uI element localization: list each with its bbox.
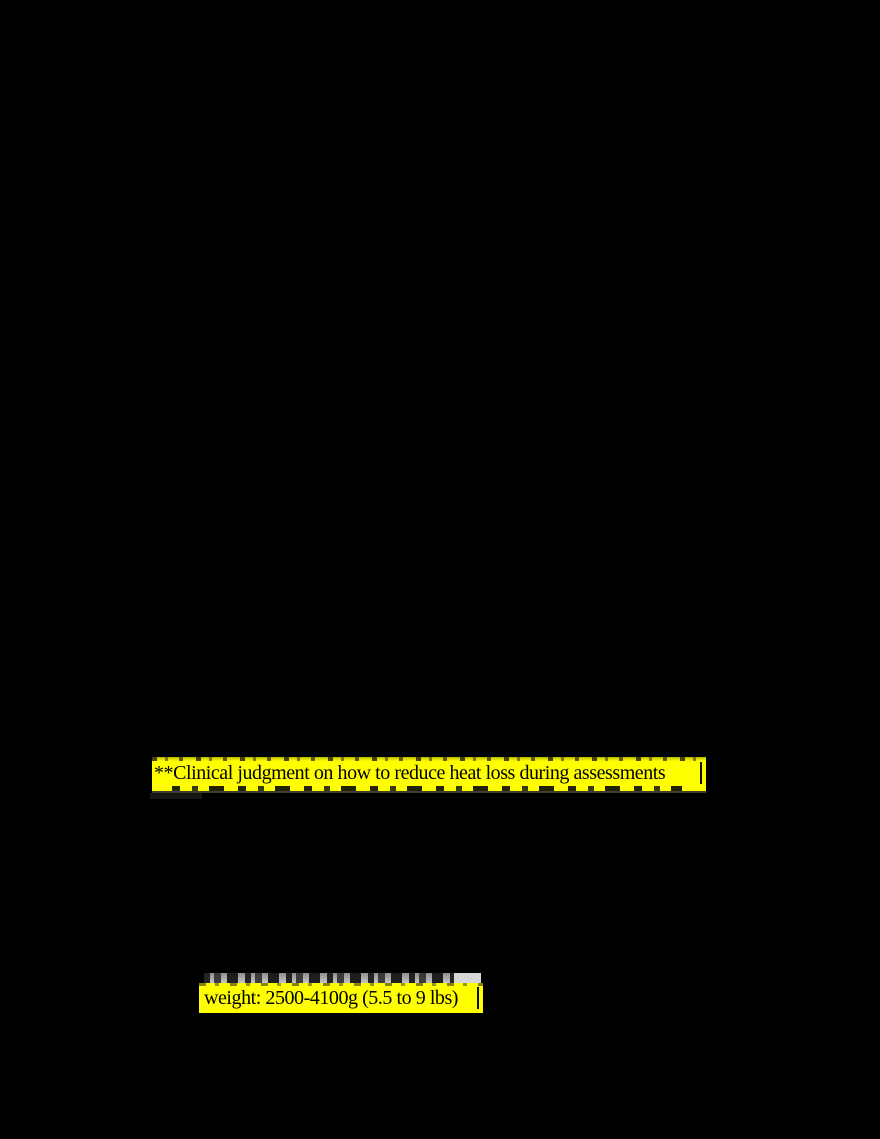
smudge-mark: [150, 793, 202, 799]
highlight-weight: [199, 983, 483, 1013]
obscured-letter-bottoms: [204, 973, 454, 983]
vertical-bar-mark: [477, 987, 479, 1009]
vertical-bar-mark: [700, 762, 702, 784]
highlight-clinical-judgment: [152, 757, 706, 791]
highlighted-text-weight: weight: 2500-4100g (5.5 to 9 lbs): [204, 987, 459, 1009]
obscured-line-fragment: [204, 973, 481, 983]
highlight-edge-artifact: [152, 791, 706, 793]
highlighted-text-clinical-judgment: **Clinical judgment on how to reduce heat loss during assessments: [154, 762, 666, 784]
obscured-line-blank-end: [454, 973, 481, 983]
